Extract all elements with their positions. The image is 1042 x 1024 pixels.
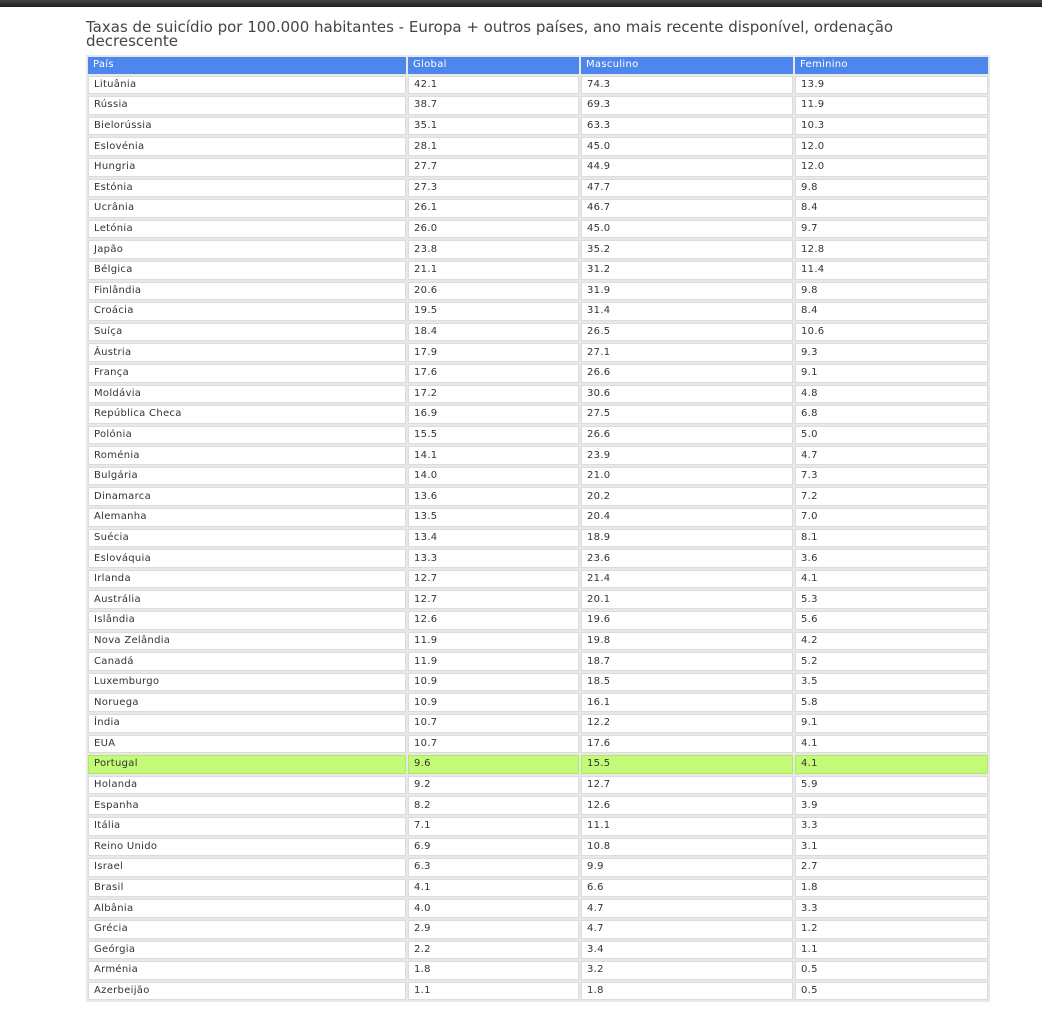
cell-country: Portugal (88, 755, 406, 774)
table-row (88, 302, 988, 321)
table-row (88, 652, 988, 671)
table-row (88, 487, 988, 506)
table-row (88, 117, 988, 136)
table-row (88, 323, 988, 342)
cell-global: 27.3 (408, 179, 579, 198)
cell-female: 6.8 (795, 405, 988, 424)
cell-male: 6.6 (581, 879, 793, 898)
cell-male: 74.3 (581, 76, 793, 95)
cell-country: Ucrânia (88, 199, 406, 218)
cell-male: 20.2 (581, 487, 793, 506)
cell-female: 12.8 (795, 240, 988, 259)
cell-country: Nova Zelândia (88, 632, 406, 651)
cell-country: Canadá (88, 652, 406, 671)
cell-male: 18.7 (581, 652, 793, 671)
cell-female: 3.9 (795, 796, 988, 815)
table-row (88, 282, 988, 301)
cell-female: 4.1 (795, 570, 988, 589)
table-row (88, 426, 988, 445)
cell-country: EUA (88, 735, 406, 754)
cell-male: 17.6 (581, 735, 793, 754)
cell-female: 7.2 (795, 487, 988, 506)
table-row (88, 343, 988, 362)
cell-country: Holanda (88, 776, 406, 795)
cell-global: 13.4 (408, 529, 579, 548)
table-row (88, 240, 988, 259)
cell-global: 10.7 (408, 714, 579, 733)
cell-male: 35.2 (581, 240, 793, 259)
cell-male: 21.4 (581, 570, 793, 589)
cell-country: França (88, 364, 406, 383)
cell-country: Bielorússia (88, 117, 406, 136)
cell-female: 8.1 (795, 529, 988, 548)
cell-global: 15.5 (408, 426, 579, 445)
cell-male: 23.9 (581, 446, 793, 465)
cell-country: Bélgica (88, 261, 406, 280)
cell-country: Brasil (88, 879, 406, 898)
cell-global: 17.2 (408, 385, 579, 404)
cell-country: Geórgia (88, 941, 406, 960)
cell-global: 10.9 (408, 693, 579, 712)
cell-global: 21.1 (408, 261, 579, 280)
table-header-row (88, 57, 988, 74)
cell-female: 3.3 (795, 899, 988, 918)
table-row (88, 673, 988, 692)
cell-country: Dinamarca (88, 487, 406, 506)
cell-country: Roménia (88, 446, 406, 465)
cell-male: 4.7 (581, 899, 793, 918)
cell-global: 12.6 (408, 611, 579, 630)
cell-female: 0.5 (795, 982, 988, 1001)
cell-male: 19.6 (581, 611, 793, 630)
cell-male: 18.5 (581, 673, 793, 692)
cell-country: Alemanha (88, 508, 406, 527)
cell-global: 13.3 (408, 549, 579, 568)
cell-female: 9.7 (795, 220, 988, 239)
cell-global: 9.2 (408, 776, 579, 795)
cell-male: 10.8 (581, 838, 793, 857)
cell-male: 21.0 (581, 467, 793, 486)
cell-male: 11.1 (581, 817, 793, 836)
cell-female: 3.6 (795, 549, 988, 568)
cell-female: 5.2 (795, 652, 988, 671)
cell-female: 3.1 (795, 838, 988, 857)
cell-global: 38.7 (408, 96, 579, 115)
cell-male: 3.4 (581, 941, 793, 960)
table-row (88, 96, 988, 115)
cell-male: 3.2 (581, 961, 793, 980)
cell-country: Eslovénia (88, 137, 406, 156)
table-caption: Taxas de suicídio por 100.000 habitantes - Europa + outros países, ano mais recente disponível, ordenação decrescente (86, 18, 894, 50)
cell-country: Rússia (88, 96, 406, 115)
cell-global: 28.1 (408, 137, 579, 156)
table-row (88, 961, 988, 980)
cell-global: 17.9 (408, 343, 579, 362)
cell-male: 31.2 (581, 261, 793, 280)
cell-country: Moldávia (88, 385, 406, 404)
cell-male: 12.2 (581, 714, 793, 733)
cell-male: 69.3 (581, 96, 793, 115)
cell-female: 7.3 (795, 467, 988, 486)
cell-global: 13.6 (408, 487, 579, 506)
cell-global: 6.3 (408, 858, 579, 877)
cell-female: 5.8 (795, 693, 988, 712)
cell-male: 44.9 (581, 158, 793, 177)
table-container (86, 55, 990, 1002)
cell-female: 11.4 (795, 261, 988, 280)
cell-female: 3.3 (795, 817, 988, 836)
cell-global: 10.7 (408, 735, 579, 754)
cell-country: Noruega (88, 693, 406, 712)
cell-male: 20.1 (581, 590, 793, 609)
table-row (88, 364, 988, 383)
cell-male: 46.7 (581, 199, 793, 218)
cell-female: 5.6 (795, 611, 988, 630)
table-row (88, 385, 988, 404)
cell-country: Áustria (88, 343, 406, 362)
cell-female: 5.3 (795, 590, 988, 609)
cell-female: 12.0 (795, 158, 988, 177)
cell-global: 10.9 (408, 673, 579, 692)
cell-country: Espanha (88, 796, 406, 815)
cell-global: 19.5 (408, 302, 579, 321)
cell-male: 23.6 (581, 549, 793, 568)
table-row (88, 941, 988, 960)
cell-global: 20.6 (408, 282, 579, 301)
cell-female: 8.4 (795, 199, 988, 218)
header-female: Feminino (795, 57, 988, 74)
cell-male: 12.6 (581, 796, 793, 815)
cell-global: 8.2 (408, 796, 579, 815)
cell-global: 1.1 (408, 982, 579, 1001)
cell-country: Finlândia (88, 282, 406, 301)
table-row (88, 838, 988, 857)
cell-country: Suíça (88, 323, 406, 342)
header-country: País (88, 57, 406, 74)
cell-global: 18.4 (408, 323, 579, 342)
cell-country: Albânia (88, 899, 406, 918)
cell-male: 12.7 (581, 776, 793, 795)
cell-country: Reino Unido (88, 838, 406, 857)
cell-female: 4.2 (795, 632, 988, 651)
cell-country: Japão (88, 240, 406, 259)
table-row (88, 817, 988, 836)
cell-country: Lituânia (88, 76, 406, 95)
cell-male: 19.8 (581, 632, 793, 651)
cell-global: 26.1 (408, 199, 579, 218)
cell-female: 8.4 (795, 302, 988, 321)
cell-female: 7.0 (795, 508, 988, 527)
cell-male: 20.4 (581, 508, 793, 527)
table-row (88, 590, 988, 609)
cell-male: 31.4 (581, 302, 793, 321)
cell-global: 26.0 (408, 220, 579, 239)
table-row (88, 261, 988, 280)
cell-country: Estónia (88, 179, 406, 198)
cell-global: 2.2 (408, 941, 579, 960)
cell-male: 4.7 (581, 920, 793, 939)
cell-country: Azerbeijão (88, 982, 406, 1001)
cell-country: Hungria (88, 158, 406, 177)
table-row (88, 920, 988, 939)
table-row (88, 611, 988, 630)
table-row (88, 137, 988, 156)
cell-global: 14.1 (408, 446, 579, 465)
table-row (88, 714, 988, 733)
cell-female: 4.1 (795, 755, 988, 774)
table-row (88, 529, 988, 548)
cell-male: 9.9 (581, 858, 793, 877)
cell-country: Bulgária (88, 467, 406, 486)
cell-female: 9.1 (795, 364, 988, 383)
cell-male: 30.6 (581, 385, 793, 404)
header-male: Masculino (581, 57, 793, 74)
cell-male: 45.0 (581, 137, 793, 156)
cell-female: 4.1 (795, 735, 988, 754)
top-bar (0, 0, 1042, 7)
cell-country: Suécia (88, 529, 406, 548)
table-row (88, 735, 988, 754)
cell-country: Eslováquia (88, 549, 406, 568)
table-row (88, 899, 988, 918)
cell-male: 27.5 (581, 405, 793, 424)
cell-country: Austrália (88, 590, 406, 609)
cell-country: Croácia (88, 302, 406, 321)
cell-female: 1.1 (795, 941, 988, 960)
cell-male: 26.6 (581, 426, 793, 445)
cell-global: 13.5 (408, 508, 579, 527)
table-body (88, 76, 988, 1001)
table-row (88, 693, 988, 712)
cell-global: 23.8 (408, 240, 579, 259)
cell-female: 4.8 (795, 385, 988, 404)
cell-male: 27.1 (581, 343, 793, 362)
table-row (88, 446, 988, 465)
cell-male: 63.3 (581, 117, 793, 136)
cell-female: 13.9 (795, 76, 988, 95)
cell-female: 3.5 (795, 673, 988, 692)
cell-male: 15.5 (581, 755, 793, 774)
cell-global: 4.1 (408, 879, 579, 898)
table-row (88, 549, 988, 568)
table-row (88, 982, 988, 1001)
cell-country: Arménia (88, 961, 406, 980)
cell-female: 4.7 (795, 446, 988, 465)
table-row (88, 570, 988, 589)
cell-country: Luxemburgo (88, 673, 406, 692)
cell-country: Grécia (88, 920, 406, 939)
cell-female: 5.0 (795, 426, 988, 445)
cell-male: 1.8 (581, 982, 793, 1001)
cell-global: 6.9 (408, 838, 579, 857)
cell-female: 2.7 (795, 858, 988, 877)
cell-female: 9.1 (795, 714, 988, 733)
cell-female: 1.2 (795, 920, 988, 939)
cell-country: Irlanda (88, 570, 406, 589)
table-row (88, 796, 988, 815)
cell-female: 11.9 (795, 96, 988, 115)
cell-global: 12.7 (408, 570, 579, 589)
cell-country: Islândia (88, 611, 406, 630)
cell-female: 9.8 (795, 282, 988, 301)
cell-country: Polónia (88, 426, 406, 445)
table-row (88, 632, 988, 651)
cell-country: República Checa (88, 405, 406, 424)
cell-female: 10.3 (795, 117, 988, 136)
table-row (88, 405, 988, 424)
cell-female: 0.5 (795, 961, 988, 980)
table-row (88, 755, 988, 774)
table-row (88, 76, 988, 95)
cell-female: 5.9 (795, 776, 988, 795)
table-row (88, 158, 988, 177)
cell-global: 1.8 (408, 961, 579, 980)
cell-male: 45.0 (581, 220, 793, 239)
cell-global: 14.0 (408, 467, 579, 486)
cell-female: 1.8 (795, 879, 988, 898)
cell-global: 12.7 (408, 590, 579, 609)
cell-female: 10.6 (795, 323, 988, 342)
cell-global: 42.1 (408, 76, 579, 95)
header-global: Global (408, 57, 579, 74)
cell-global: 17.6 (408, 364, 579, 383)
cell-country: Índia (88, 714, 406, 733)
cell-male: 26.5 (581, 323, 793, 342)
cell-female: 9.3 (795, 343, 988, 362)
table-row (88, 879, 988, 898)
cell-global: 7.1 (408, 817, 579, 836)
cell-global: 27.7 (408, 158, 579, 177)
cell-male: 26.6 (581, 364, 793, 383)
cell-female: 9.8 (795, 179, 988, 198)
table-row (88, 467, 988, 486)
suicide-rates-table (86, 55, 990, 1002)
table-row (88, 179, 988, 198)
table-row (88, 199, 988, 218)
cell-male: 47.7 (581, 179, 793, 198)
cell-global: 11.9 (408, 632, 579, 651)
cell-female: 12.0 (795, 137, 988, 156)
cell-global: 9.6 (408, 755, 579, 774)
table-row (88, 776, 988, 795)
cell-country: Itália (88, 817, 406, 836)
cell-global: 4.0 (408, 899, 579, 918)
table-row (88, 508, 988, 527)
cell-global: 16.9 (408, 405, 579, 424)
cell-global: 35.1 (408, 117, 579, 136)
cell-male: 31.9 (581, 282, 793, 301)
table-row (88, 858, 988, 877)
cell-global: 2.9 (408, 920, 579, 939)
cell-male: 16.1 (581, 693, 793, 712)
cell-country: Letónia (88, 220, 406, 239)
cell-global: 11.9 (408, 652, 579, 671)
cell-male: 18.9 (581, 529, 793, 548)
cell-country: Israel (88, 858, 406, 877)
table-row (88, 220, 988, 239)
